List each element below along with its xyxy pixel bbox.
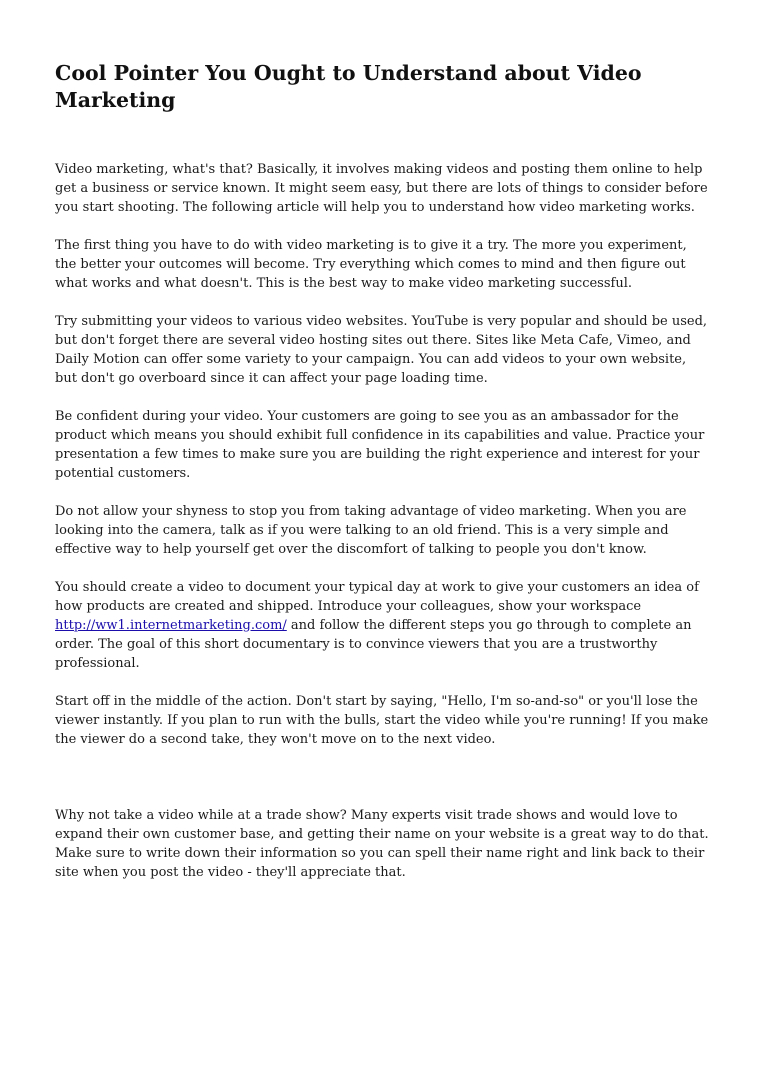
- workspace-link[interactable]: http://ww1.internetmarketing.com/: [55, 618, 287, 633]
- paragraph-give-it-a-try: The first thing you have to do with video marketing is to give it a try. The more you experiment, the better your outcomes will become. Try everything which comes to mind and then figure out what works and what doesn't. This is the best way to make video marketing successful.: [55, 238, 687, 291]
- paragraph-shyness: Do not allow your shyness to stop you from taking advantage of video marketing. When you are looking into the camera, talk as if you were talking to an old friend. This is a very simple and effective way to help yourself get over the discomfort of talking to people you don't know.: [55, 504, 687, 557]
- paragraph-start-in-action: Start off in the middle of the action. Don't start by saying, "Hello, I'm so-and-so" or you'll lose the viewer instantly. If you plan to run with the bulls, start the video while you're running! If you make the viewer do a second take, they won't move on to the next video.: [55, 694, 709, 747]
- paragraph-trade-show: Why not take a video while at a trade show? Many experts visit trade shows and would love to expand their own customer base, and getting their name on your website is a great way to do that. Make sure to write down their information so you can spell their name right and link back to their site when you post the video - they'll appreciate that.: [55, 808, 709, 880]
- paragraph-video-websites: Try submitting your videos to various video websites. YouTube is very popular and should be used, but don't forget there are several video hosting sites out there. Sites like Meta Cafe, Vimeo, and Daily Motion can offer some variety to your campaign. You can add videos to your own website, but don't go overboard since it can affect your page loading time.: [55, 314, 708, 386]
- paragraph-be-confident: Be confident during your video. Your customers are going to see you as an ambassador for the product which means you should exhibit full confidence in its capabilities and value. Practice your presentation a few times to make sure you are building the right experience and interest for your potential customers.: [55, 409, 705, 481]
- paragraph-intro: Video marketing, what's that? Basically, it involves making videos and posting them online to help get a business or service known. It might seem easy, but there are lots of things to consider before you start shooting. The following article will help you to understand how video marketing works.: [55, 162, 708, 215]
- workspace-text-before-link: You should create a video to document your typical day at work to give your customers an idea of how products are created and shipped. Introduce your colleagues, show your workspace: [55, 580, 699, 614]
- document-page: [55, 60, 710, 901]
- workspace-text-after-link: and follow the different steps you go through to complete an order. The goal of this short documentary is to convince viewers that you are a trustworthy professional.: [55, 618, 692, 671]
- paragraph-workspace: [55, 578, 710, 673]
- document-title: Cool Pointer You Ought to Understand about Video Marketing: [55, 61, 642, 112]
